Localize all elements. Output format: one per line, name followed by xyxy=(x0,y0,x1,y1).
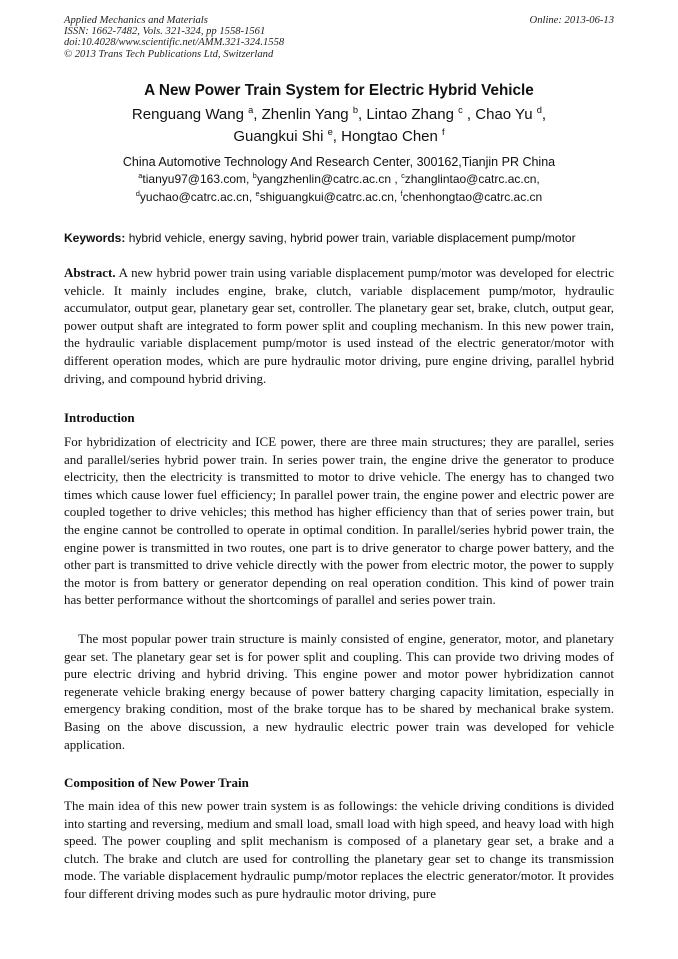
keywords-text: hybrid vehicle, energy saving, hybrid power train, variable displacement pump/motor xyxy=(125,231,576,245)
email-mark: e xyxy=(255,189,260,198)
affiliation: China Automotive Technology And Research Center, 300162,Tianjin PR China xyxy=(122,155,556,169)
journal-header xyxy=(64,15,614,60)
section-heading-composition: Composition of New Power Train xyxy=(64,775,249,790)
abstract-text: A new hybrid power train using variable displacement pump/motor was developed for electric vehicle. It mainly includes engine, brake, clutch, variable displacement pump/motor, hydraulic accumulator, output gear, planetary gear set, controller. The planetary gear set, brake, clutch, output gear, power output shaft are integrated to form power split and coupling mechanism. In this new power train, the hydraulic variable displacement pump/motor is used instead of the electric generator/motor with different operation modes, which are pure hydraulic motor driving, pure engine driving, parallel hybrid driving, and compound hybrid driving. xyxy=(64,265,614,386)
author-name: Hongtao Chen xyxy=(341,128,438,145)
author-separator: , xyxy=(462,106,476,123)
doi-line: doi:10.4028/www.scientific.net/AMM.321-324.1558 xyxy=(64,37,285,49)
author-emails xyxy=(0,170,678,206)
copyright-line: © 2013 Trans Tech Publications Ltd, Switzerland xyxy=(64,48,274,60)
email-mark: a xyxy=(138,171,143,180)
online-date: Online: 2013-06-13 xyxy=(529,15,614,26)
author-mark: c xyxy=(458,105,463,115)
email-mark: b xyxy=(252,171,257,180)
keywords-label: Keywords: xyxy=(64,231,126,245)
email-address: tianyu97@163.com xyxy=(142,172,246,186)
email-mark: f xyxy=(400,189,403,198)
email-separator: , xyxy=(391,172,402,186)
abstract-label: Abstract. xyxy=(64,265,116,280)
email-address: yangzhenlin@catrc.ac.cn xyxy=(256,172,392,186)
issn-line: ISSN: 1662-7482, Vols. 321-324, pp 1558-1561 xyxy=(64,26,266,38)
section-heading-introduction: Introduction xyxy=(64,410,135,425)
email-address: chenhongtao@catrc.ac.cn xyxy=(402,190,543,204)
email-separator: , xyxy=(393,190,401,204)
email-address: yuchao@catrc.ac.cn xyxy=(139,190,249,204)
body-paragraph: The most popular power train structure is mainly consisted of engine, generator, motor, and planetary gear set. The planetary gear set is for power split and coupling. This can provide two driving modes of pure electric driving and hybrid driving. This engine power and motor power hybridization cannot regenerate vehicle braking energy because of power battery charging capacity limitation, especially in emergency braking condition, most of the brake torque has to be shared by mechanical brake system. Basing on the above discussion, a new hydraulic electric power train was developed for vehicle application. xyxy=(64,631,614,752)
author-separator: , xyxy=(541,106,547,123)
author-mark: b xyxy=(352,105,358,115)
author-separator: , xyxy=(253,106,262,123)
author-name: Zhenlin Yang xyxy=(261,106,349,123)
author-name: Lintao Zhang xyxy=(366,106,454,123)
author-mark: a xyxy=(248,105,254,115)
author-separator: , xyxy=(332,128,342,145)
author-list xyxy=(0,104,678,148)
email-mark: d xyxy=(135,189,140,198)
email-separator: , xyxy=(248,190,256,204)
author-name: Renguang Wang xyxy=(131,106,244,123)
author-mark: d xyxy=(536,105,542,115)
keywords-line xyxy=(64,230,616,246)
author-name: Guangkui Shi xyxy=(233,128,324,145)
author-mark: e xyxy=(327,127,333,137)
email-separator: , xyxy=(246,172,253,186)
author-name: Chao Yu xyxy=(475,106,533,123)
journal-name: Applied Mechanics and Materials xyxy=(64,15,208,26)
email-mark: c xyxy=(401,171,405,180)
email-address: zhanglintao@catrc.ac.cn, xyxy=(404,172,540,186)
abstract-paragraph xyxy=(64,264,614,387)
author-mark: f xyxy=(442,127,445,137)
email-address: shiguangkui@catrc.ac.cn xyxy=(259,190,394,204)
paper-title: A New Power Train System for Electric Hybrid Vehicle xyxy=(144,82,534,99)
author-separator: , xyxy=(358,106,367,123)
body-paragraph: The main idea of this new power train system is as followings: the vehicle driving conditions is divided into starting and reversing, medium and small load, small load with high speed, and heavy load with high speed. The power coupling and split mechanism is composed of a planetary gear set, a brake and a clutch. The brake and clutch are used for controlling the planetary gear set to change its transmission mode. The variable displacement hydraulic pump/motor replaces the electric generator/motor. It provides four different driving modes such as pure hydraulic motor driving, pure xyxy=(64,798,614,901)
body-paragraph: For hybridization of electricity and ICE power, there are three main structures; they are parallel, series and parallel/series hybrid power train. In series power train, the engine drive the generator to produce electricity, then the electricity is transmitted to motor to drive vehicle. The energy has to changed two times which cause lower fuel efficiency; In parallel power train, the engine power and electric power are coupled together to drive vehicles; this method has higher efficiency than that of series power train, but the engine cannot be controlled to operate in optimal condition. In parallel/series hybrid power train, the engine power is transmitted in two routes, one part is to drive generator to charge power battery, and the other part is transmitted to drive vehicle directly with the power from electric motor, the power to supply the motor is from battery or generator depending on real operation condition. This kind of power train has better performance without the shortcomings of parallel and series power train. xyxy=(64,434,614,608)
